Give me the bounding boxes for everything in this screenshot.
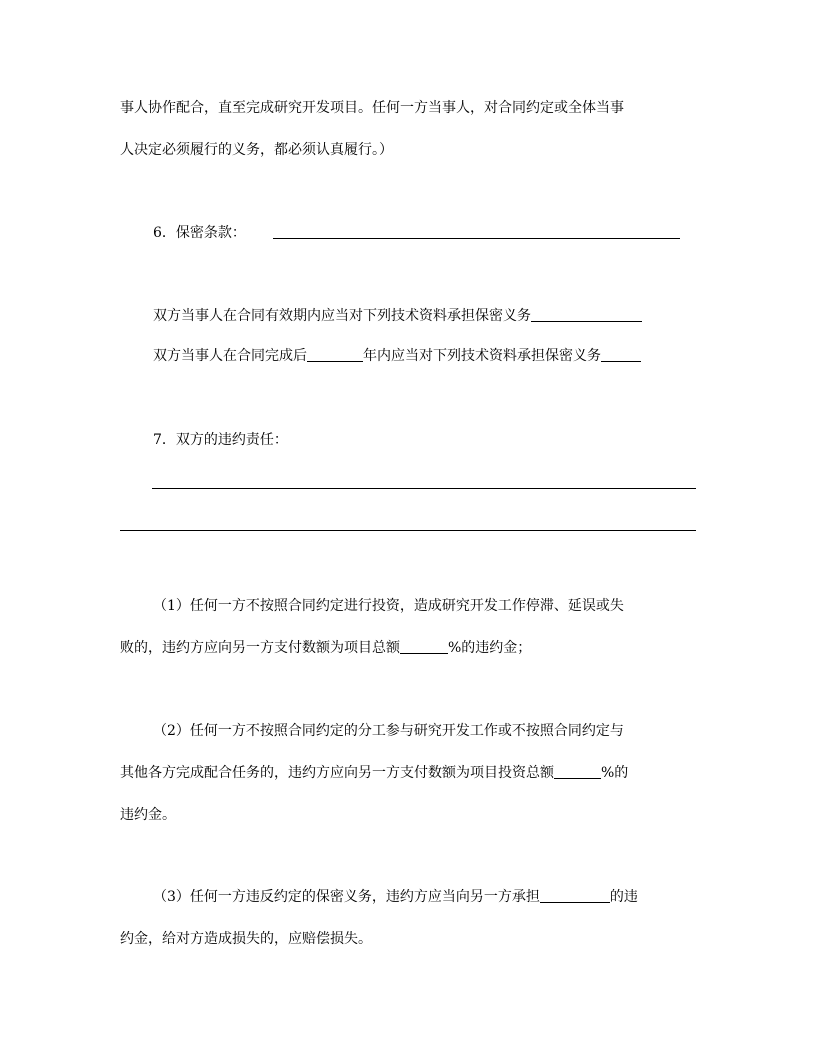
item-2-line-2: [120, 764, 628, 782]
item-3-text-b: 的违: [609, 889, 638, 905]
section-6-heading: [153, 224, 246, 242]
confidentiality-line-1: [153, 307, 642, 325]
confidentiality-years-blank: [307, 347, 363, 362]
confidentiality-text-2b: 年内应当对下列技术资料承担保密义务: [363, 348, 601, 364]
item-1-text-b: %的违约金；: [448, 640, 532, 656]
item-2-percent-blank: [554, 764, 601, 779]
confidentiality-line-2: [153, 347, 641, 365]
section-6-fill-line: [273, 238, 680, 239]
item-3-text-a: （3）任何一方违反约定的保密义务，违约方应当向另一方承担: [153, 889, 540, 905]
intro-line-1: 事人协作配合，直至完成研究开发项目。任何一方当事人，对合同约定或全体当事: [120, 100, 624, 116]
confidentiality-text-2a: 双方当事人在合同完成后: [153, 348, 307, 364]
confidentiality-blank-2: [601, 347, 641, 362]
item-1-text-a: 败的，违约方应向另一方支付数额为项目总额: [120, 640, 400, 656]
item-1-line-2: [120, 639, 531, 657]
item-1-line-1: （1）任何一方不按照合同约定进行投资，造成研究开发工作停滞、延误或失: [153, 598, 624, 614]
item-3-amount-blank: [540, 888, 610, 903]
section-6-heading-text: 6．保密条款：: [153, 225, 246, 241]
section-7-fill-line-2: [120, 530, 696, 531]
item-2-line-3: 违约金。: [120, 807, 176, 823]
item-1-percent-blank: [400, 639, 448, 654]
item-2-text-a: 其他各方完成配合任务的，违约方应向另一方支付数额为项目投资总额: [120, 765, 554, 781]
section-7-fill-line-1: [152, 488, 696, 489]
item-2-text-b: %的: [601, 765, 629, 781]
confidentiality-blank-1: [531, 307, 642, 322]
confidentiality-text-1: 双方当事人在合同有效期内应当对下列技术资料承担保密义务: [153, 308, 531, 324]
item-2-line-1: （2）任何一方不按照合同约定的分工参与研究开发工作或不按照合同约定与: [153, 723, 624, 739]
item-3-line-2: 约金，给对方造成损失的，应赔偿损失。: [120, 931, 372, 947]
item-3-line-1: [153, 888, 638, 906]
intro-line-2: 人决定必须履行的义务，都必须认真履行。）: [120, 142, 393, 158]
section-7-heading: 7．双方的违约责任：: [153, 432, 288, 448]
